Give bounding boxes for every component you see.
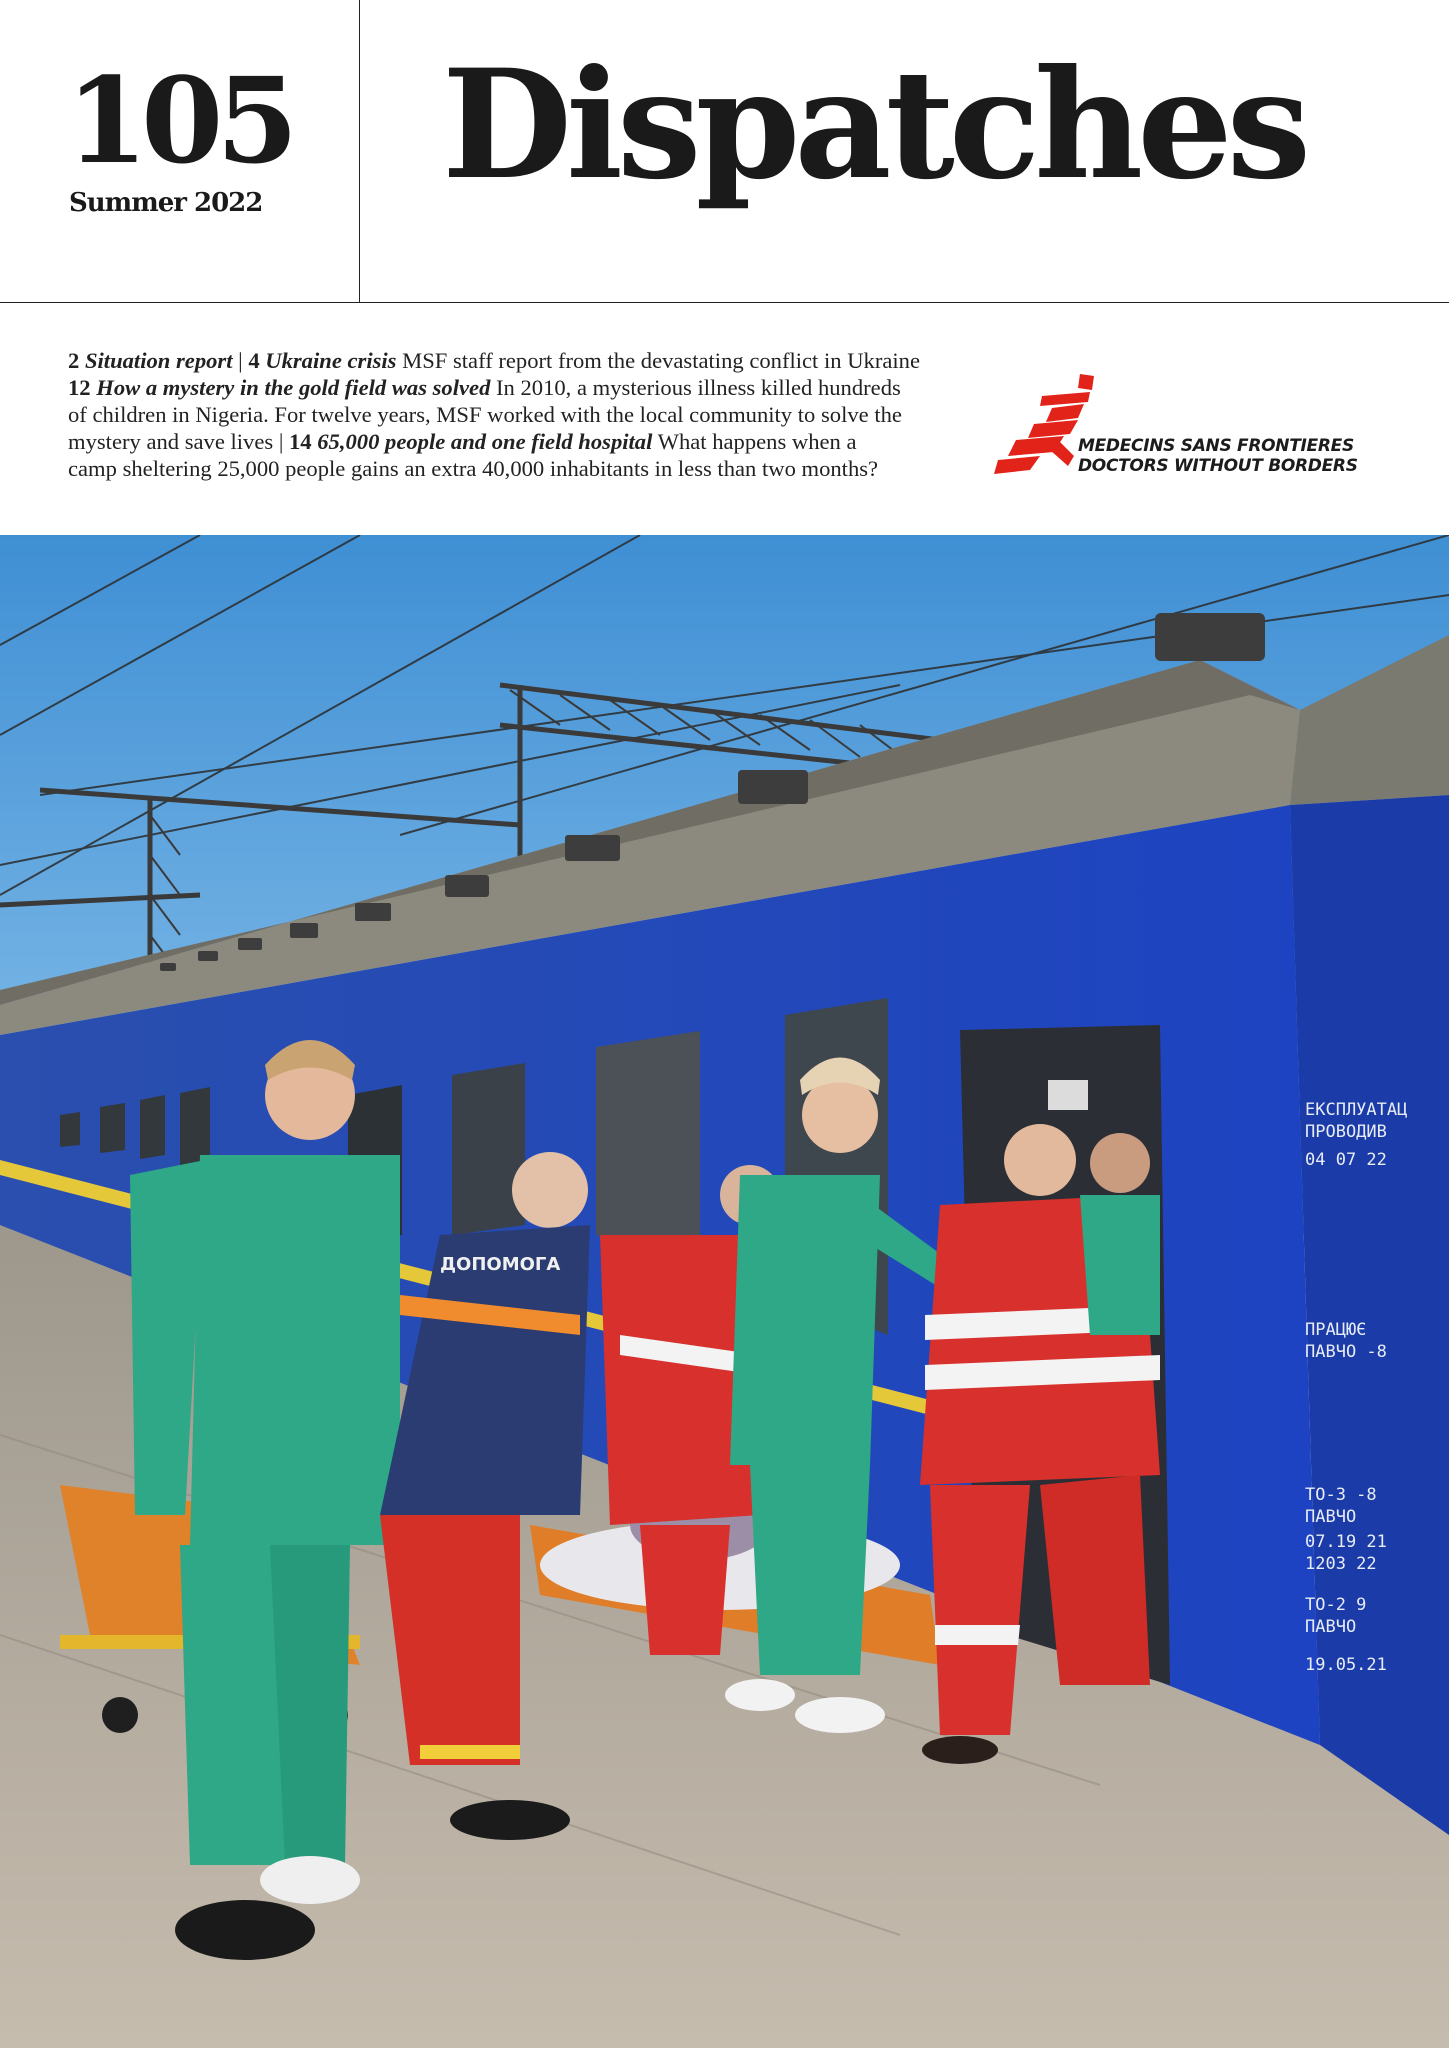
car-marking: ПАВЧО -8	[1305, 1342, 1387, 1362]
contents-text: |	[232, 348, 249, 373]
car-marking: ЕКСПЛУАТАЦ	[1305, 1100, 1408, 1120]
msf-name-fr: MEDECINS SANS FRONTIERES	[1078, 436, 1354, 456]
contents-text: What happens when a	[652, 429, 857, 454]
issue-season: Summer 2022	[69, 188, 263, 218]
car-marking: 1203 22	[1305, 1554, 1377, 1574]
msf-logo	[994, 370, 1364, 490]
msf-wordmark	[1078, 436, 1358, 476]
contents-text: MSF staff report from the devastating conflict in Ukraine	[396, 348, 920, 373]
magazine-title: Dispatches	[442, 37, 1306, 213]
car-marking: 19.05.21	[1305, 1655, 1387, 1675]
car-marking: 07.19 21	[1305, 1532, 1387, 1552]
masthead-divider	[359, 0, 360, 302]
medic-in-doorway	[1080, 1133, 1160, 1335]
jacket-lettering: ДОПОМОГА	[440, 1254, 561, 1275]
contents-text: mystery and save lives |	[68, 429, 289, 454]
contents-heading: 2	[68, 348, 85, 373]
contents-heading: 14	[289, 429, 318, 454]
car-marking: ПРАЦЮЄ	[1305, 1320, 1367, 1340]
masthead-rule	[0, 302, 1449, 303]
cover-photo	[0, 535, 1449, 2048]
car-marking: ТО-3 -8	[1305, 1485, 1377, 1505]
msf-name-en: DOCTORS WITHOUT BORDERS	[1078, 456, 1358, 476]
masthead	[0, 0, 1449, 302]
contents-line	[68, 428, 1028, 455]
contents-heading: 4	[248, 348, 266, 373]
car-marking: ПАВЧО	[1305, 1617, 1357, 1637]
contents-heading: How a mystery in the gold field was solved	[96, 375, 491, 400]
contents-heading: 65,000 people and one field hospital	[317, 429, 653, 454]
contents-text: camp sheltering 25,000 people gains an extra 40,000 inhabitants in less than two months?	[68, 456, 879, 481]
issue-number: 105	[66, 51, 292, 190]
train-evacuation-illustration	[0, 535, 1449, 2048]
contents-text: of children in Nigeria. For twelve years, MSF worked with the local community to solve the	[68, 402, 902, 427]
contents-text: In 2010, a mysterious illness killed hundreds	[490, 375, 901, 400]
contents-line	[68, 401, 1028, 428]
car-marking: ТО-2 9	[1305, 1595, 1367, 1615]
contents-line	[68, 455, 1028, 482]
car-marking: ПРОВОДИВ	[1305, 1122, 1387, 1142]
car-marking: ПАВЧО	[1305, 1507, 1357, 1527]
contents-heading: Situation report	[84, 348, 233, 373]
contents-summary	[68, 347, 1028, 482]
contents-line	[68, 374, 1028, 401]
contents-heading: Ukraine crisis	[265, 348, 397, 373]
contents-line	[68, 347, 1028, 374]
contents-heading: 12	[68, 375, 97, 400]
car-marking: 04 07 22	[1305, 1150, 1387, 1170]
